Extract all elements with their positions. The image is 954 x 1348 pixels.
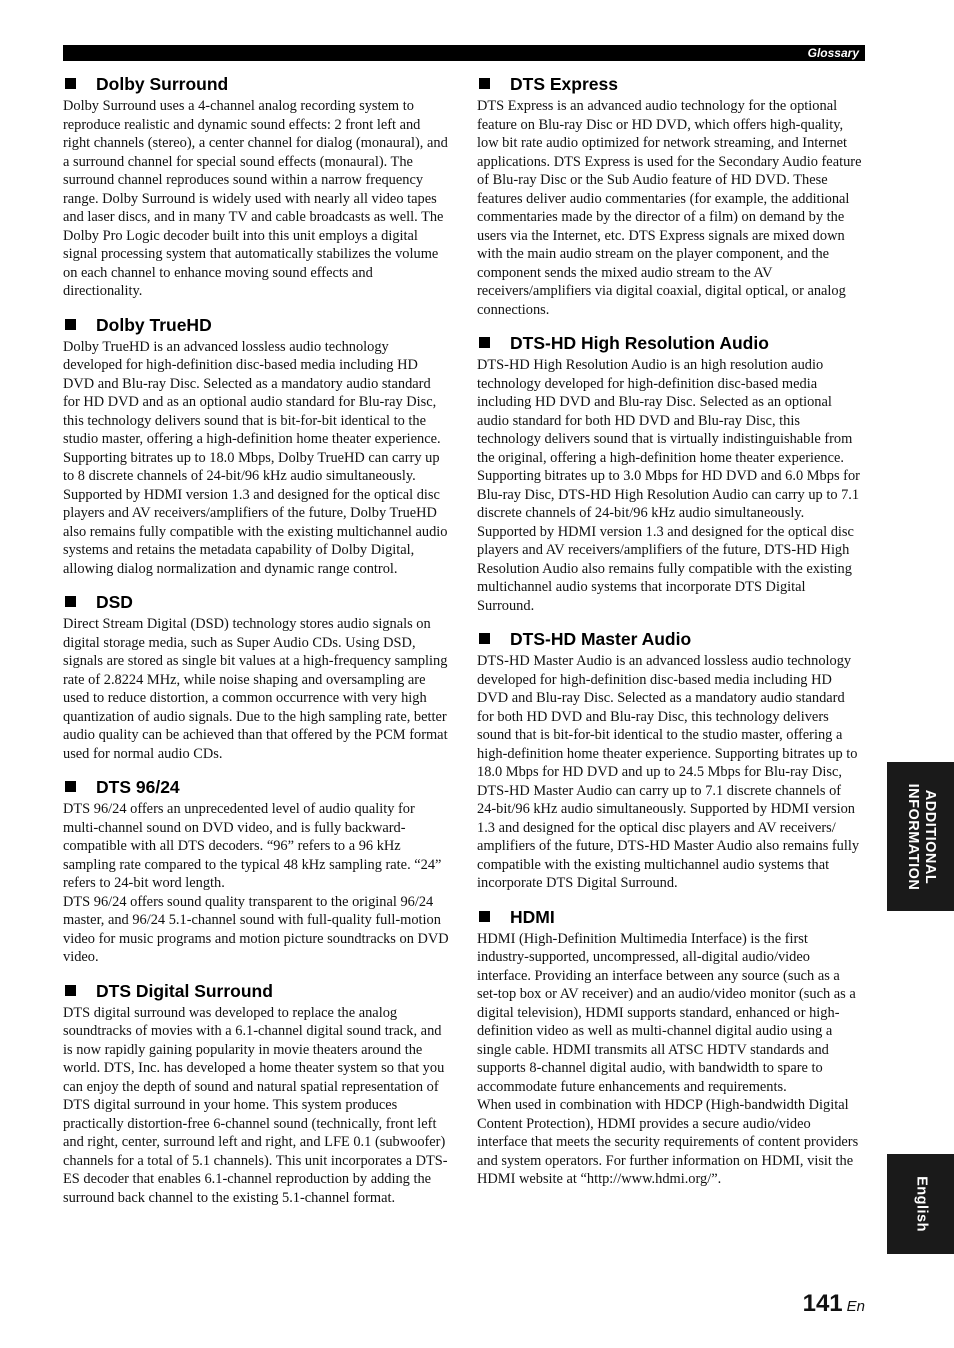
entry-text: HDMI (High-Definition Multimedia Interface) is the first industry-supported, uncompressed, all-digital audio/video interface. Providing an interface between any source (such as a set-top box or AV receiver) and an audio/video monitor (such as a digital television), HDMI supports standard, enhanced or high-definition video as well as multi-channel digital audio using a single cable. HDMI transmits all ATSC HDTV standards and supports 8-channel digital audio, with bandwidth to spare to accommodate future enhancements and requirements. When used in combination with HDCP (High-bandwidth Digital Content Protection), HDMI provides a secure audio/video interface that meets the security requirements of content providers and system operators. For further information on HDMI, visit the HDMI website at “http://www.hdmi.org/”.	[477, 930, 859, 1187]
entry-text: DTS 96/24 offers an unprecedented level of audio quality for multi-channel sound on DVD video, and is fully backward-compatible with all DTS decoders. “96” refers to a 96 kHz sampling rate compared to the typical 48 kHz sampling rate. “24” refers to 24-bit word length. DTS 96/24 offers sound quality transparent to the original 96/24 master, and 96/24 5.1-channel sound with full-quality full-motion video for music programs and motion picture soundtracks on DVD video.	[63, 801, 449, 965]
entry-title	[63, 590, 449, 614]
glossary-entry	[63, 979, 449, 1208]
glossary-entry	[477, 905, 863, 1189]
section-label: Glossary	[807, 46, 859, 60]
page-language-suffix: En	[846, 1298, 865, 1315]
entry-title-text: DTS-HD Master Audio	[510, 629, 692, 649]
glossary-entry	[477, 72, 863, 319]
glossary-entry	[63, 590, 449, 763]
entry-title-text: DTS Express	[510, 74, 618, 94]
entry-text: DTS-HD High Resolution Audio is an high resolution audio technology developed for high-definition disc-based media including HD DVD and Blu-ray Disc. Selected as an optional audio standard for both HD DVD and Blu-ray Disc, this technology delivers sound that is virtually indistinguishable from the original, offering a high-definition home theater experience. Supporting bitrates up to 3.0 Mbps for HD DVD and 6.0 Mbps for Blu-ray Disc, DTS-HD High Resolution Audio can carry up to 7.1 discrete channels of 24-bit/96 kHz audio simultaneously. Supported by HDMI version 1.3 and designed for the optical disc players and AV receivers/amplifiers of the future, DTS-HD High Resolution Audio also remains fully compatible with the existing multichannel audio systems that incorporate DTS Digital Surround.	[477, 357, 860, 614]
right-column	[477, 72, 863, 1201]
header-bar	[63, 45, 865, 61]
entry-title-text: DTS Digital Surround	[96, 980, 273, 1001]
entry-title	[63, 979, 449, 1003]
entry-title-text: DTS 96/24	[96, 777, 180, 797]
square-bullet-icon	[65, 781, 76, 792]
square-bullet-icon	[479, 78, 490, 89]
square-bullet-icon	[65, 985, 76, 996]
side-tab-english	[887, 1154, 954, 1254]
glossary-entry	[63, 72, 449, 301]
square-bullet-icon	[479, 911, 490, 922]
entry-title-text: DTS-HD High Resolution Audio	[510, 333, 769, 353]
entry-text: Direct Stream Digital (DSD) technology stores audio signals on digital storage media, such as Super Audio CDs. Using DSD, signals are stored as single bit values at a high-frequency sampling rate of 2.8224 MHz, while noise shaping and oversampling are used to reduce distortion, a common occurrence with very high quantization of audio signals. Due to the high sampling rate, better audio quality can be achieved than that offered by the PCM format used for normal audio CDs.	[63, 616, 448, 762]
glossary-entry	[63, 313, 449, 579]
entry-title-text: Dolby Surround	[96, 74, 229, 94]
left-column	[63, 72, 449, 1219]
entry-title	[63, 72, 449, 96]
entry-text: DTS digital surround was developed to replace the analog soundtracks of movies with a 6.1-channel digital sound track, and is now rapidly gaining popularity in movie theaters around the world. DTS, Inc. has developed a home theater system so that you can enjoy the depth of sound and natural spatial representation of DTS digital surround in your home. This system produces practically distortion-free 6-channel sound (technically, front left and right, center, surround left and right, and LFE 0.1 (subwoofer) channels for a total of 5.1 channels). This unit incorporates a DTS-ES decoder that enables 6.1-channel reproduction by adding the surround back channel to the existing 5.1-channel format.	[63, 1004, 448, 1206]
entry-text: Dolby Surround uses a 4-channel analog recording system to reproduce realistic and dynamic sound effects: 2 front left and right channels (stereo), a center channel for dialog (monaural), and a surround channel for special sound effects (monaural). The surround channel reproduces sound within a narrow frequency range. Dolby Surround is widely used with nearly all video tapes and laser discs, and in many TV and cable broadcasts as well. The Dolby Pro Logic decoder built into this unit employs a digital signal processing system that automatically stabilizes the volume on each channel to enhance moving sound effects and directionality.	[63, 98, 448, 299]
page-number	[803, 1290, 865, 1318]
entry-title-text: DSD	[96, 592, 133, 612]
entry-text: DTS-HD Master Audio is an advanced lossless audio technology developed for high-definition disc-based media including HD DVD and Blu-ray Disc. Selected as a mandatory audio standard for both HD DVD and Blu-ray Disc, this technology delivers sound that is bit-for-bit identical to the studio master, offering a high-definition home theater experience. Supporting bitrates up to 18.0 Mbps for HD DVD and up to 24.5 Mbps for Blu-ray Disc, DTS-HD Master Audio can carry up to 7.1 discrete channels of 24-bit/96 kHz audio simultaneously. Supported by HDMI version 1.3 and designed for the optical disc players and AV receivers/ amplifiers of the future, DTS-HD Master Audio also remains fully compatible with the existing multichannel audio systems that incorporate DTS Digital Surround.	[477, 653, 860, 891]
entry-title	[477, 627, 863, 651]
glossary-entry	[477, 331, 863, 615]
entry-title	[63, 775, 449, 799]
entry-text: Dolby TrueHD is an advanced lossless audio technology developed for high-definition disc-based media including HD DVD and Blu-ray Disc. Selected as a mandatory audio standard for HD DVD and as an optional audio standard for Blu-ray Disc, this technology delivers sound that is bit-for-bit identical to the studio master, offering a high-definition home theater experience. Supporting bitrates up to 18.0 Mbps, Dolby TrueHD can carry up to 8 discrete channels of 24-bit/96 kHz audio simultaneously. Supported by HDMI version 1.3 and designed for the optical disc players and AV receivers/amplifiers of the future, Dolby TrueHD also remains fully compatible with the existing multichannel audio systems and retains the metadata capability of Dolby Digital, allowing dialog normalization and dynamic range control.	[63, 338, 448, 577]
entry-title	[63, 313, 449, 337]
side-tab-line-2: INFORMATION	[904, 783, 921, 890]
square-bullet-icon	[479, 633, 490, 644]
entry-title	[477, 72, 863, 96]
glossary-entry	[63, 775, 449, 967]
entry-title	[477, 331, 863, 355]
entry-title-text: HDMI	[510, 906, 555, 927]
glossary-entry	[477, 627, 863, 893]
entry-title-text: Dolby TrueHD	[96, 314, 212, 335]
side-tab-line-1: ADDITIONAL	[921, 789, 938, 884]
side-tab-language-label: English	[913, 1176, 929, 1232]
side-tab-label	[904, 783, 938, 890]
square-bullet-icon	[65, 78, 76, 89]
square-bullet-icon	[65, 319, 76, 330]
side-tab-additional-information	[887, 762, 954, 911]
entry-title	[477, 905, 863, 929]
page-number-value: 141	[802, 1290, 843, 1317]
square-bullet-icon	[479, 337, 490, 348]
entry-text: DTS Express is an advanced audio technology for the optional feature on Blu-ray Disc or HD DVD, which offers high-quality, low bit rate audio optimized for network streaming, and Internet applications. DTS Express is used for the Secondary Audio feature of Blu-ray Disc or the Sub Audio feature of HD DVD. These features deliver audio commentaries (for example, the additional commentaries made by the director of a film) on demand by the users via the Internet, etc. DTS Express signals are mixed down with the main audio stream on the player component, and the component sends the mixed audio stream to the AV receivers/amplifiers via digital coaxial, digital optical, or analog connections.	[477, 98, 862, 318]
square-bullet-icon	[65, 596, 76, 607]
